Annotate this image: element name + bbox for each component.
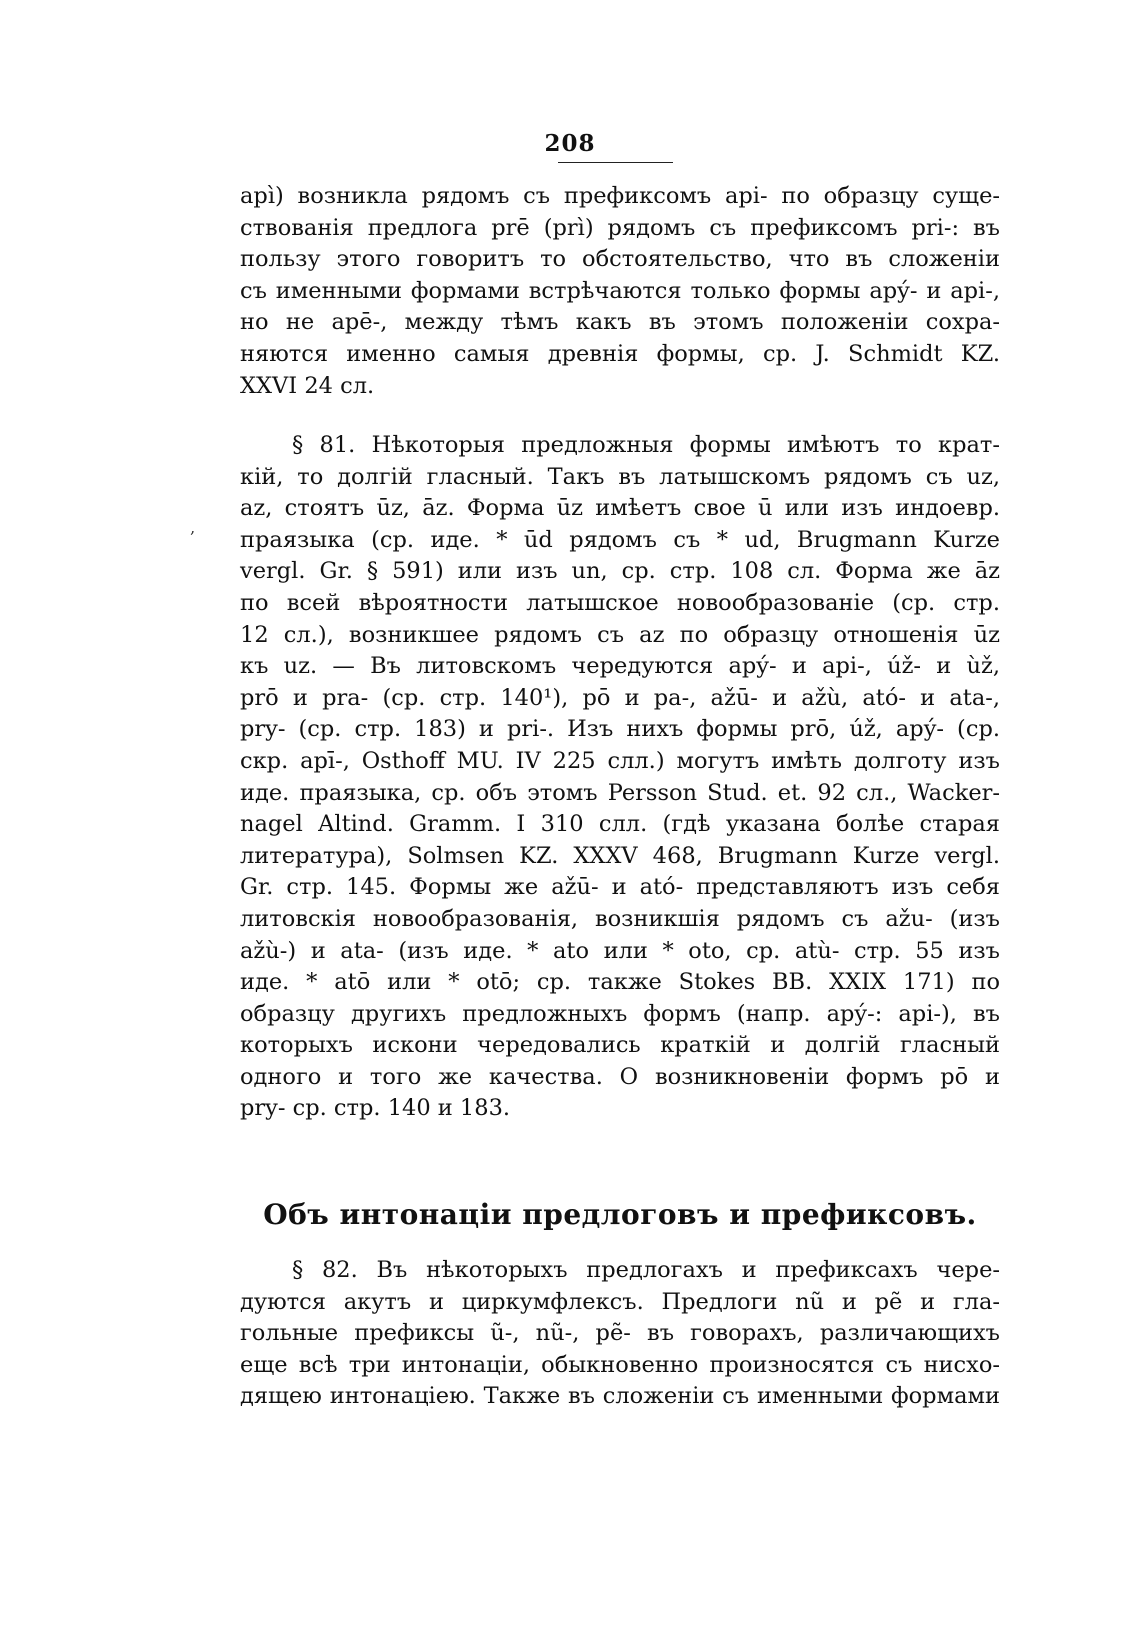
text-line: иде. праязыка, ср. объ этомъ Persson Stud. et. 92 сл., Wacker- [240, 779, 1000, 806]
text-line: 12 сл.), возникшее рядомъ съ az по образцу отношенія ūz [240, 621, 1000, 648]
text-line: которыхъ искони чередовались краткій и долгій гласный [240, 1032, 1000, 1059]
text-line: иде. * atō или * otō; ср. также Stokes BB. XXIX 171) по [240, 969, 1000, 996]
text-line: prō и pra- (ср. стр. 140¹), pō и pa-, ažū- и ažù, ató- и ata-, [240, 684, 1000, 711]
text-line: apì) возникла рядомъ съ префиксомъ api- по образцу суще- [240, 183, 1000, 209]
paragraph-81 [240, 430, 1000, 1125]
text-line: nagel Altind. Gramm. I 310 слл. (гдѣ указана болѣе старая [240, 811, 1000, 838]
text-line: XXVI 24 сл. [240, 372, 375, 399]
text-line: еще всѣ три интонаціи, обыкновенно произносятся съ нисхо- [240, 1351, 1000, 1378]
text-line: pry- ср. стр. 140 и 183. [240, 1095, 511, 1122]
text-line: къ uz. — Въ литовскомъ чередуются apý- и api-, úž- и ùž, [240, 653, 1000, 680]
text-line: § 82. Въ нѣкоторыхъ предлогахъ и префиксахъ чере- [292, 1257, 1000, 1283]
text-line: съ именными формами встрѣчаются только формы apý- и api-, [240, 277, 1000, 304]
text-line: праязыка (ср. иде. * ūd рядомъ съ * ud, Brugmann Kurze [240, 526, 1000, 553]
text-line: одного и того же качества. О возникновеніи формъ pō и [240, 1063, 1000, 1090]
paragraph-82 [240, 1255, 1000, 1413]
text-line: скр. apī-, Osthoff MU. IV 225 слл.) могутъ имѣть долготу изъ [240, 747, 1000, 774]
page-number-rule [558, 162, 673, 163]
page-number: 208 [544, 130, 596, 157]
text-line: az, стоятъ ūz, āz. Форма ūz имѣетъ свое ū или изъ индоевр. [240, 495, 1000, 522]
text-line: дуются акутъ и циркумфлексъ. Предлоги nũ и pẽ и гла- [240, 1288, 1000, 1315]
text-line: кій, то долгій гласный. Такъ въ латышскомъ рядомъ съ uz, [240, 463, 1000, 490]
margin-mark: ‚ [190, 518, 196, 537]
text-line: vergl. Gr. § 591) или изъ un, ср. стр. 108 сл. Форма же āz [240, 558, 1000, 585]
text-line: няются именно самыя древнія формы, ср. J. Schmidt KZ. [240, 340, 1000, 367]
text-line: литовскія новообразованія, возникшія рядомъ съ ažu- (изъ [240, 905, 1000, 932]
text-line: литература), Solmsen KZ. XXXV 468, Brugmann Kurze vergl. [240, 842, 1000, 869]
text-line: § 81. Нѣкоторыя предложныя формы имѣютъ то крат- [292, 432, 1000, 458]
section-heading: Объ интонаціи предлоговъ и префиксовъ. [263, 1198, 977, 1231]
text-line: ažù-) и ata- (изъ иде. * ato или * oto, ср. atù- стр. 55 изъ [240, 937, 1000, 964]
text-line: гольные префиксы ũ-, nũ-, pẽ- въ говорахъ, различающихъ [240, 1320, 1000, 1347]
text-line: пользу этого говоритъ то обстоятельство, что въ сложеніи [240, 246, 1000, 273]
text-line: но не apē-, между тѣмъ какъ въ этомъ положеніи сохра- [240, 309, 1000, 336]
text-line: Gr. стр. 145. Формы же ažū- и ató- представляютъ изъ себя [240, 874, 1000, 901]
paragraph-continuation [240, 181, 1000, 402]
text-line: по всей вѣроятности латышское новообразованіе (ср. стр. [240, 589, 1000, 616]
text-line: pry- (ср. стр. 183) и pri-. Изъ нихъ формы prō, úž, apý- (ср. [240, 716, 1000, 743]
text-line: дящею интонаціею. Также въ сложеніи съ именными формами [240, 1383, 1000, 1410]
text-line: ствованія предлога prē (prì) рядомъ съ префиксомъ pri-: въ [240, 214, 1000, 241]
text-line: образцу другихъ предложныхъ формъ (напр. apý-: api-), въ [240, 1000, 1000, 1027]
